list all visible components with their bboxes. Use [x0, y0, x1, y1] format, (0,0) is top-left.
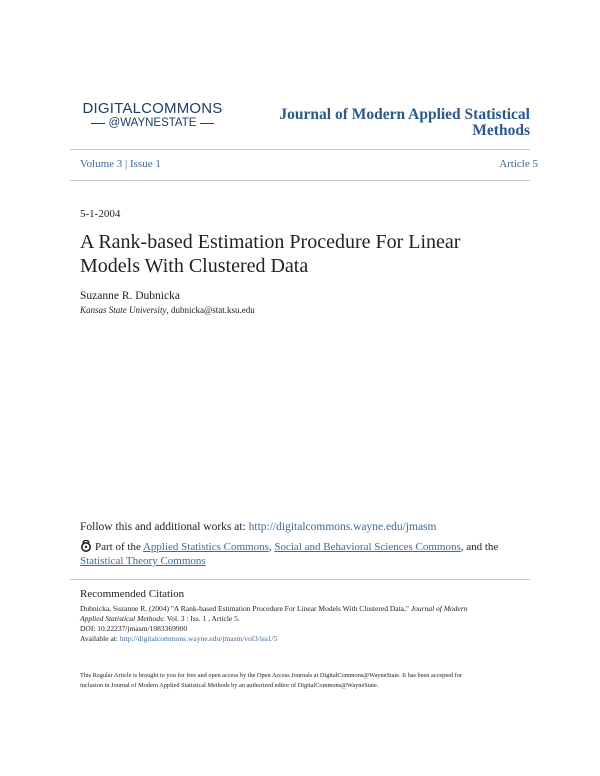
citation-doi: DOI: 10.22237/jmasm/1083369900: [80, 624, 188, 633]
part-of-sep1: ,: [268, 541, 275, 553]
access-notice-line1: This Regular Article is brought to you for free and open access by the Open Access Journals at DigitalCommons@WayneState. It has been accepted for: [80, 672, 462, 679]
citation-line1: [80, 604, 530, 614]
social-behavioral-sciences-commons-link[interactable]: Social and Behavioral Sciences Commons: [274, 541, 461, 553]
journal-title-link[interactable]: [230, 107, 530, 139]
citation-available-label: Available at:: [80, 634, 120, 643]
publication-date: 5-1-2004: [80, 208, 121, 220]
logo-sub-row: [80, 117, 225, 130]
part-of-sep2: , and the: [460, 541, 499, 553]
citation-line1-plain: Dubnicka, Suzanne R. (2004) "A Rank-based Estimation Procedure For Linear Models With Clustered Data,": [80, 604, 411, 613]
meta-divider: [70, 180, 530, 181]
volume-link[interactable]: Volume 3: [80, 158, 123, 170]
applied-statistics-commons-link[interactable]: Applied Statistics Commons: [142, 541, 269, 553]
paper-title: A Rank-based Estimation Procedure For Linear Models With Clustered Data: [80, 231, 461, 277]
citation-line2-italic: Applied Statistical Methods: [80, 614, 163, 623]
citation-line2-plain: : Vol. 3 : Iss. 1 , Article 5.: [162, 614, 240, 623]
part-of-line: [80, 540, 520, 568]
citation-line2: [80, 614, 530, 624]
author-name: Suzanne R. Dubnicka: [80, 290, 180, 302]
volume-issue: [80, 158, 161, 170]
citation-available-url-link[interactable]: http://digitalcommons.wayne.edu/jmasm/vol3/iss1/5: [119, 634, 278, 643]
statistical-theory-commons-link[interactable]: Statistical Theory Commons: [80, 555, 206, 567]
access-notice-line2: inclusion in Journal of Modern Applied Statistical Methods by an authorized editor of DigitalCommons@WayneState.: [80, 682, 379, 689]
affiliation-institution: Kansas State University: [80, 305, 167, 315]
article-link[interactable]: Article 5: [499, 158, 538, 170]
volume-issue-separator: |: [125, 158, 128, 170]
follow-url-link[interactable]: http://digitalcommons.wayne.edu/jmasm: [248, 521, 437, 533]
citation-line1-italic: Journal of Modern: [410, 604, 468, 613]
follow-line: [80, 521, 436, 533]
logo-main-text: DIGITALCOMMONS: [82, 100, 223, 117]
follow-text: Follow this and additional works at:: [80, 521, 249, 533]
logo-dash-right: [200, 123, 214, 124]
affiliation-email: , dubnicka@stat.ksu.edu: [166, 305, 255, 315]
journal-title-line1: Journal of Modern Applied Statistical: [279, 106, 530, 123]
citation-divider: [70, 579, 530, 580]
author-affiliation: [80, 305, 255, 315]
header-divider: [70, 149, 530, 150]
logo-dash-left: [91, 123, 105, 124]
journal-title-line2: Methods: [472, 122, 530, 139]
issue-link[interactable]: Issue 1: [129, 158, 161, 170]
citation-block: [80, 604, 530, 644]
logo-sub-text: @WAYNESTATE: [108, 117, 197, 129]
access-notice: [80, 671, 530, 691]
part-of-prefix: Part of the: [95, 541, 143, 553]
digitalcommons-logo[interactable]: [80, 101, 225, 130]
citation-available: [80, 634, 530, 644]
recommended-citation-heading: Recommended Citation: [80, 588, 185, 600]
open-access-icon: [80, 540, 92, 552]
